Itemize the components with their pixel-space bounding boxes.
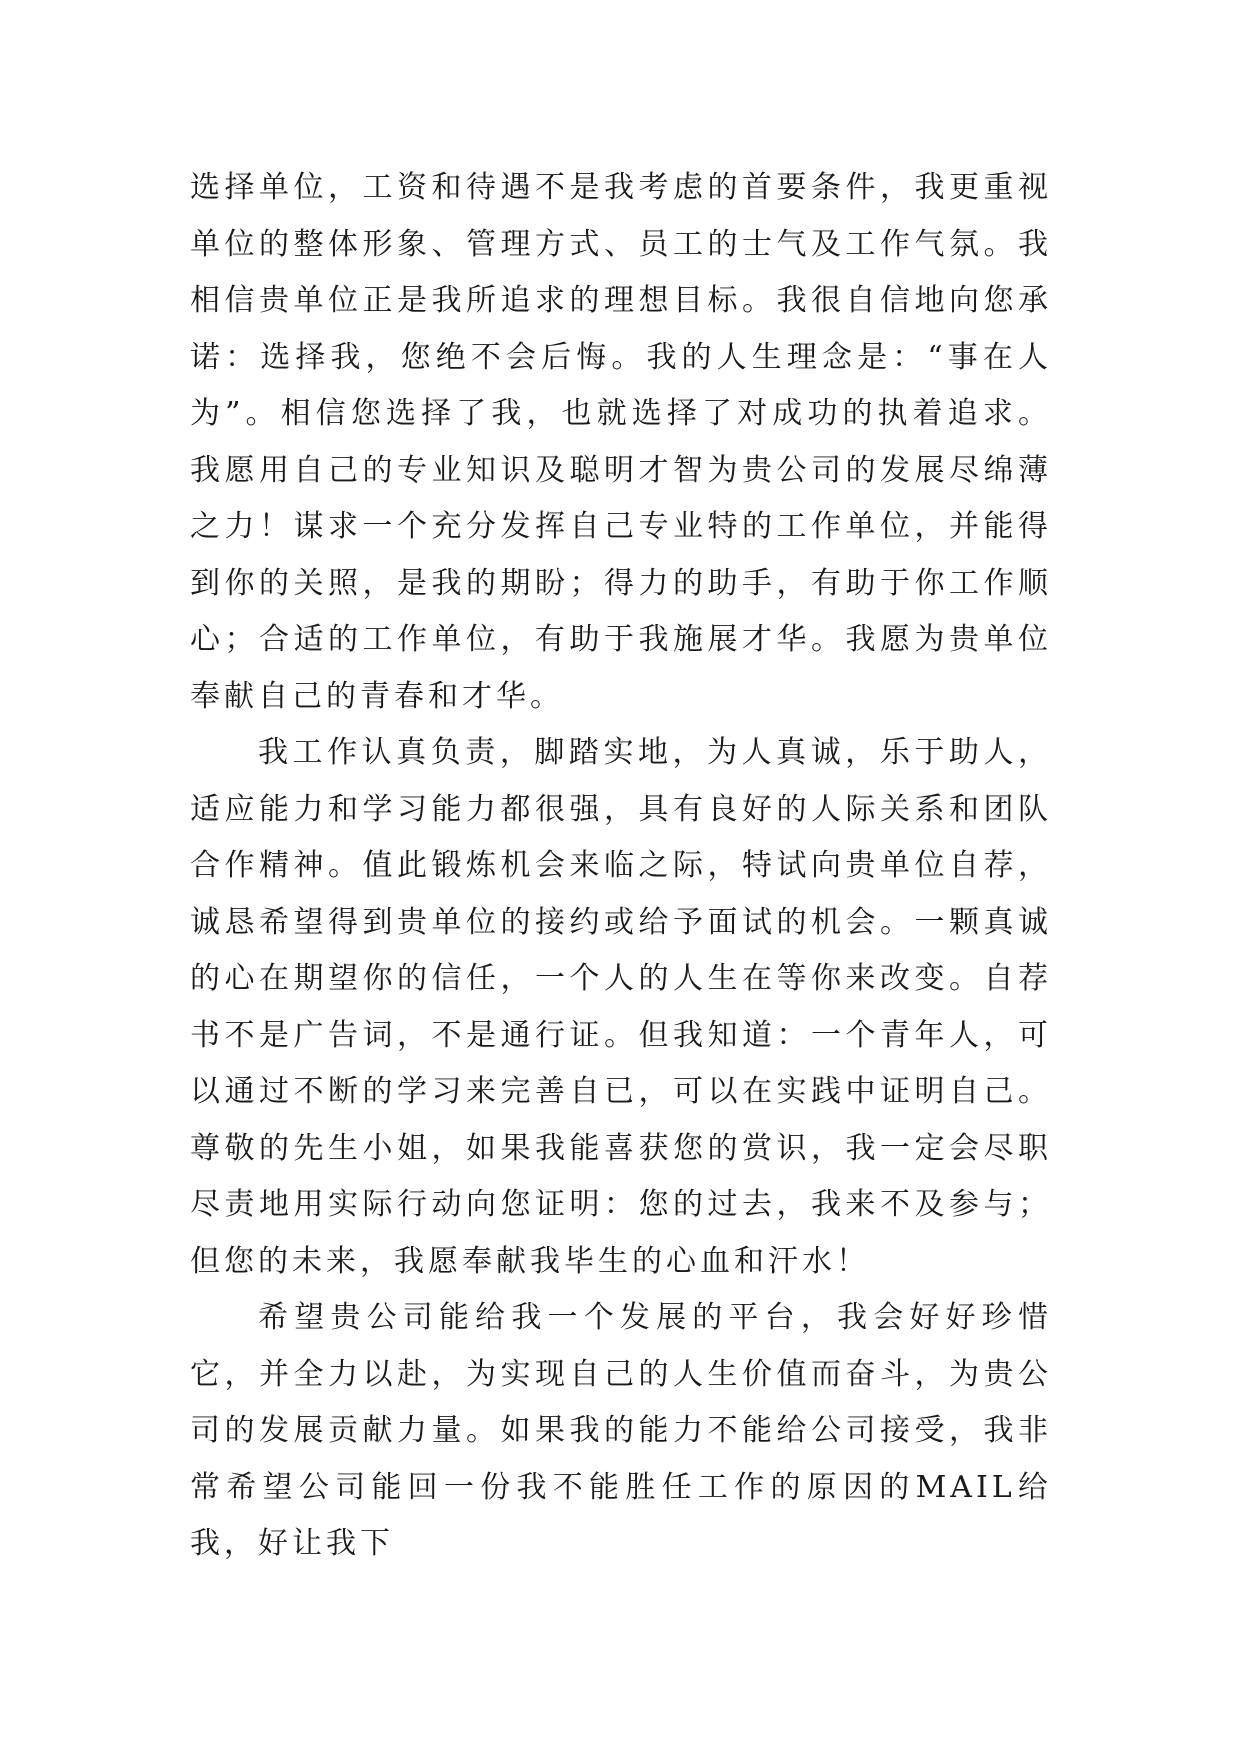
paragraph-2: 我工作认真负责，脚踏实地，为人真诚，乐于助人，适应能力和学习能力都很强，具有良好的人际关系和团队合作精神。值此锻炼机会来临之际，特试向贵单位自荐，诚恳希望得到贵单位的接约或给予面试的机会。一颗真诚的心在期望你的信任，一个人的人生在等你来改变。自荐书不是广告词，不是通行证。但我知道：一个青年人，可以通过不断的学习来完善自已，可以在实践中证明自己。尊敬的先生小姐，如果我能喜获您的赏识，我一定会尽职尽责地用实际行动向您证明：您的过去，我来不及参与；但您的未来，我愿奉献我毕生的心血和汗水！: [190, 735, 1052, 1279]
document-body: [190, 160, 1052, 1573]
paragraph-1: 选择单位，工资和待遇不是我考虑的首要条件，我更重视单位的整体形象、管理方式、员工的士气及工作气氛。我相信贵单位正是我所追求的理想目标。我很自信地向您承诺：选择我，您绝不会后悔。我的人生理念是：“事在人为”。相信您选择了我，也就选择了对成功的执着追求。我愿用自己的专业知识及聪明才智为贵公司的发展尽绵薄之力！谋求一个充分发挥自己专业特的工作单位，并能得到你的关照，是我的期盼；得力的助手，有助于你工作顺心；合适的工作单位，有助于我施展才华。我愿为贵单位奉献自己的青春和才华。: [190, 170, 1052, 714]
paragraph-3: 希望贵公司能给我一个发展的平台，我会好好珍惜它，并全力以赴，为实现自己的人生价值而奋斗，为贵公司的发展贡献力量。如果我的能力不能给公司接受，我非常希望公司能回一份我不能胜任工作的原因的MAIL给我，好让我下: [190, 1300, 1052, 1561]
